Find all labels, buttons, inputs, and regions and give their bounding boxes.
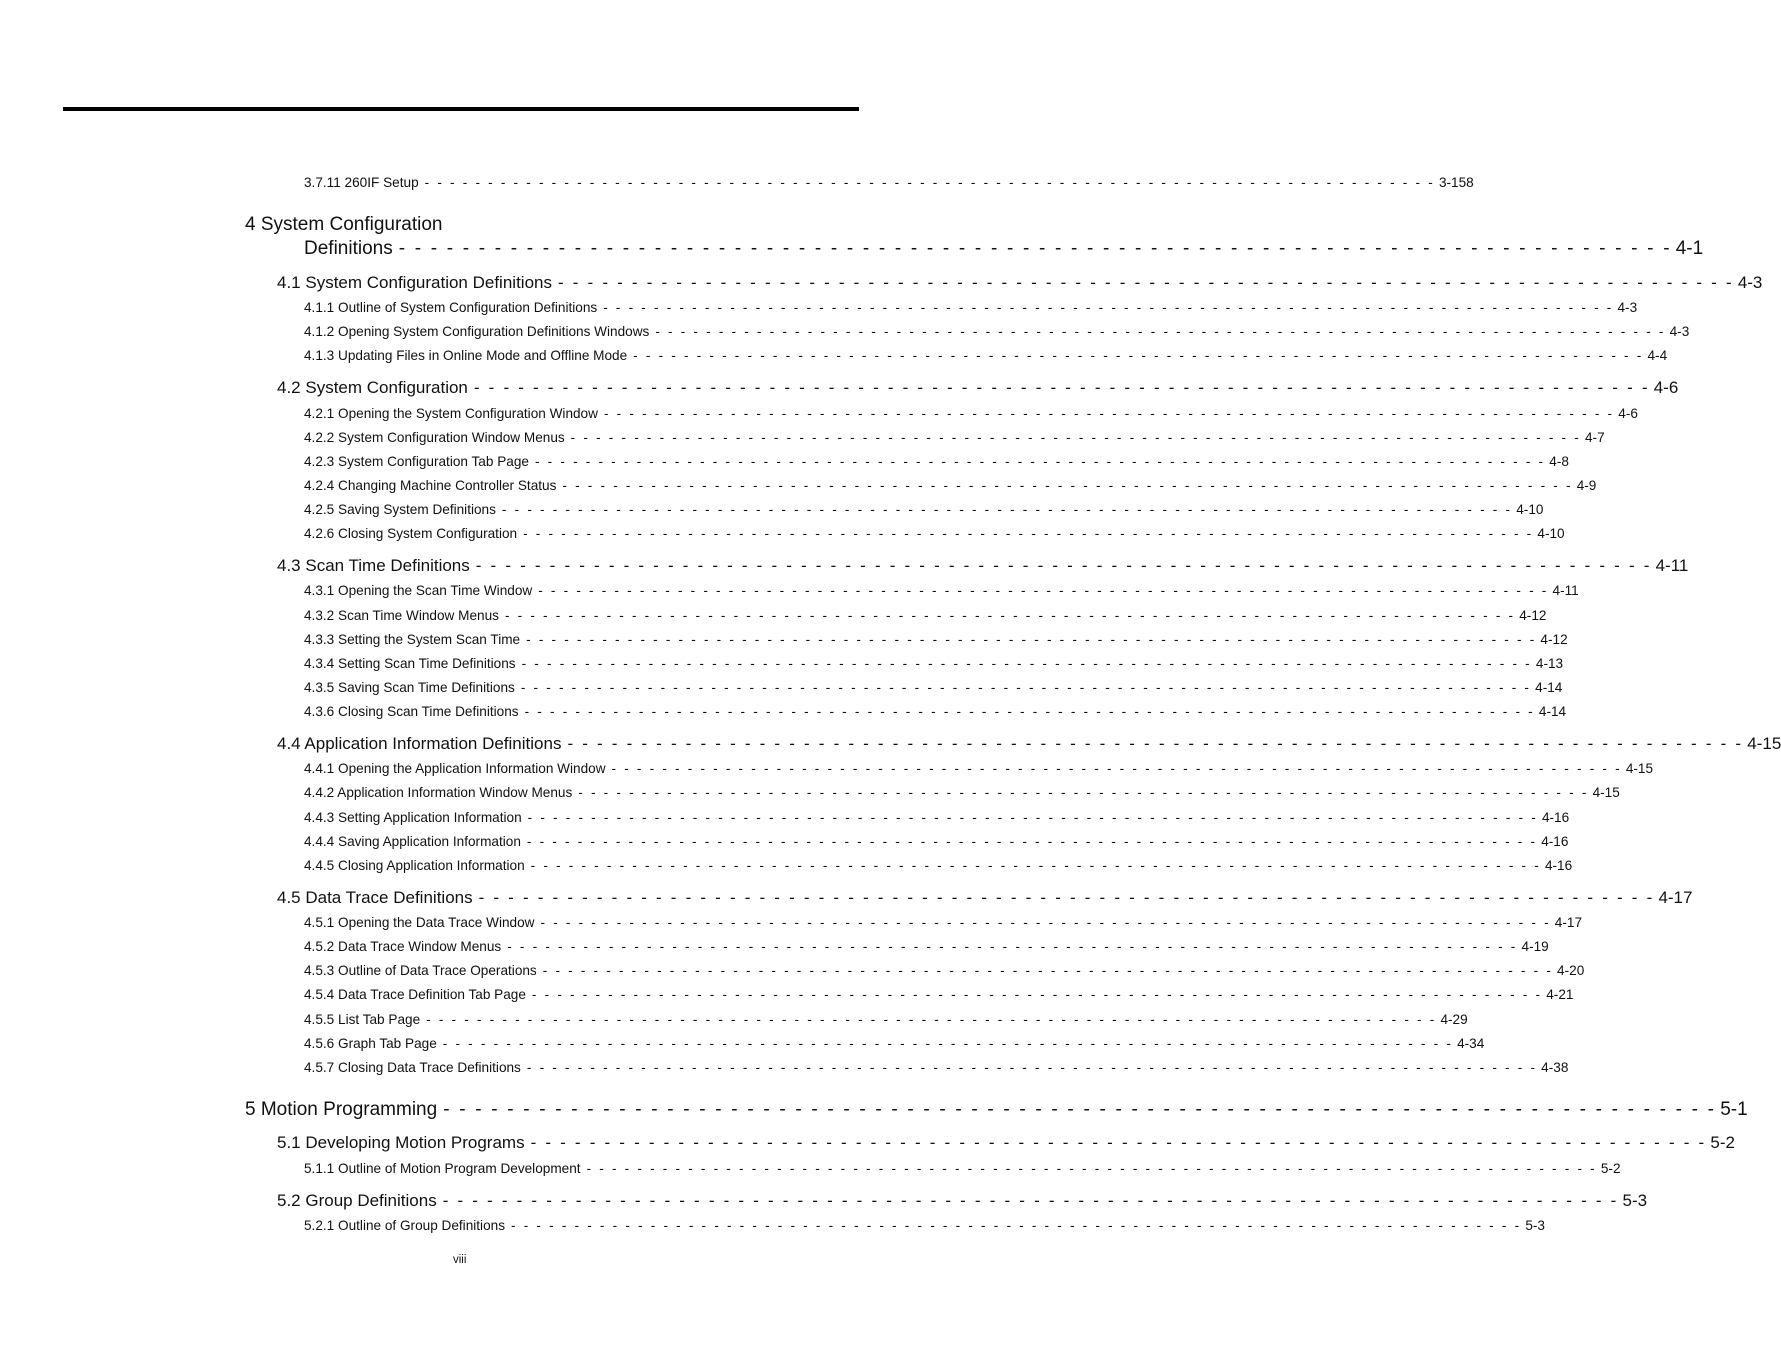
leader-dots: - - - - - - - - - - - - - - - - - - - - - - - - - - - - - - - - - - - - - - - - - - - - - - - - - - - - - - - - - - - - - - - - - - - - - - - - - - - - - - - - xyxy=(655,324,1666,339)
toc-page-number: 4-3 xyxy=(1737,273,1763,292)
leader-dots: - - - - - - - - - - - - - - - - - - - - - - - - - - - - - - - - - - - - - - - - - - - - - - - - - - - - - - - - - - - - - - - - - - - - - - - - - - - - - - - - xyxy=(578,785,1589,800)
toc-section-label: 4.1 System Configuration Definitions xyxy=(277,273,552,292)
toc-entry-label: 4.2.5 Saving System Definitions xyxy=(304,502,496,517)
toc-entry-4-3-2[interactable] xyxy=(304,608,1547,623)
toc-entry-4-2-2[interactable] xyxy=(304,430,1605,445)
leader-dots: - - - - - - - - - - - - - - - - - - - - - - - - - - - - - - - - - - - - - - - - - - - - - - - - - - - - - - - - - - - - - - - - - - - - - - - - - - - - - - - - xyxy=(478,888,1655,907)
toc-section-4-2[interactable] xyxy=(277,378,1679,398)
toc-entry-label: 4.3.3 Setting the System Scan Time xyxy=(304,632,521,647)
toc-entry-4-5-1[interactable] xyxy=(304,915,1583,930)
leader-dots: - - - - - - - - - - - - - - - - - - - - - - - - - - - - - - - - - - - - - - - - - - - - - - - - - - - - - - - - - - - - - - - - - - - - - - - - - - - - - - - - xyxy=(526,632,1537,647)
toc-entry-label: 4.3.6 Closing Scan Time Definitions xyxy=(304,704,519,719)
toc-entry-4-5-2[interactable] xyxy=(304,939,1549,954)
toc-page-number: 4-11 xyxy=(1552,583,1579,598)
toc-entry-4-3-5[interactable] xyxy=(304,680,1563,695)
toc-page-number: 4-7 xyxy=(1584,430,1605,445)
toc-entry-label: 4.5.4 Data Trace Definition Tab Page xyxy=(304,987,526,1002)
toc-entry-label: 4.1.3 Updating Files in Online Mode and Offline Mode xyxy=(304,348,628,363)
toc-entry-label: 4.3.2 Scan Time Window Menus xyxy=(304,608,499,623)
toc-section-5-1[interactable] xyxy=(277,1133,1735,1153)
toc-entry-4-3-1[interactable] xyxy=(304,583,1579,598)
leader-dots: - - - - - - - - - - - - - - - - - - - - - - - - - - - - - - - - - - - - - - - - - - - - - - - - - - - - - - - - - - - - - - - - - - - - - - - - - - - - - - - - xyxy=(426,1012,1437,1027)
toc-section-label: 4.3 Scan Time Definitions xyxy=(277,556,470,575)
toc-page-number: 4-15 xyxy=(1625,761,1654,776)
leader-dots: - - - - - - - - - - - - - - - - - - - - - - - - - - - - - - - - - - - - - - - - - - - - - - - - - - - - - - - - - - - - - - - - - - - - - - - - - - - - - - - - xyxy=(540,915,1551,930)
leader-dots: - - - - - - - - - - - - - - - - - - - - - - - - - - - - - - - - - - - - - - - - - - - - - - - - - - - - - - - - - - - - - - - - - - - - - - - - - - - - - - - - xyxy=(523,526,1534,541)
chapter-4-title-line1[interactable]: 4 System Configuration xyxy=(245,214,443,235)
toc-page-number: 4-10 xyxy=(1516,502,1544,517)
toc-section-4-5[interactable] xyxy=(277,888,1693,908)
toc-page-number: 4-6 xyxy=(1653,378,1679,397)
toc-entry-4-1-2[interactable] xyxy=(304,324,1690,339)
toc-entry-label: 4.5.5 List Tab Page xyxy=(304,1012,421,1027)
toc-entry-4-4-4[interactable] xyxy=(304,834,1569,849)
leader-dots: - - - - - - - - - - - - - - - - - - - - - - - - - - - - - - - - - - - - - - - - - - - - - - - - - - - - - - - - - - - - - - - - - - - - - - - - - - - - - - - - xyxy=(501,502,1513,517)
toc-page-number: 4-12 xyxy=(1540,632,1568,647)
leader-dots: - - - - - - - - - - - - - - - - - - - - - - - - - - - - - - - - - - - - - - - - - - - - - - - - - - - - - - - - - - - - - - - - - - - - - - - - - - - - - - - - xyxy=(473,378,1650,397)
toc-section-5-2[interactable] xyxy=(277,1191,1648,1211)
toc-entry-4-2-1[interactable] xyxy=(304,406,1638,421)
toc-section-label: 4.5 Data Trace Definitions xyxy=(277,888,473,907)
toc-entry-label: 5.2.1 Outline of Group Definitions xyxy=(304,1218,505,1233)
toc-entry-label: 4.2.1 Opening the System Configuration Window xyxy=(304,406,598,421)
leader-dots: - - - - - - - - - - - - - - - - - - - - - - - - - - - - - - - - - - - - - - - - - - - - - - - - - - - - - - - - - - - - - - - - - - - - - - - - - - - - - - - - xyxy=(611,761,1622,776)
toc-entry-4-4-2[interactable] xyxy=(304,785,1620,800)
toc-page-number: 4-14 xyxy=(1535,680,1563,695)
toc-page-number: 4-1 xyxy=(1675,238,1704,259)
leader-dots: - - - - - - - - - - - - - - - - - - - - - - - - - - - - - - - - - - - - - - - - - - - - - - - - - - - - - - - - - - - - - - - - - - - - - - - - - - - - - - - - xyxy=(511,1218,1522,1233)
toc-page-number: 5-3 xyxy=(1525,1218,1545,1233)
toc-chapter-5[interactable] xyxy=(245,1099,1748,1121)
leader-dots: - - - - - - - - - - - - - - - - - - - - - - - - - - - - - - - - - - - - - - - - - - - - - - - - - - - - - - - - - - - - - - - - - - - - - - - - - - - - - - - - xyxy=(475,556,1652,575)
leader-dots: - - - - - - - - - - - - - - - - - - - - - - - - - - - - - - - - - - - - - - - - - - - - - - - - - - - - - - - - - - - - - - - - - - - - - - - - - - - - - - - - xyxy=(567,734,1744,753)
toc-entry-label: 4.4.2 Application Information Window Menus xyxy=(304,785,573,800)
toc-page-number: 4-19 xyxy=(1521,939,1549,954)
toc-entry-4-3-6[interactable] xyxy=(304,704,1567,719)
toc-entry-5-1-1[interactable] xyxy=(304,1161,1621,1176)
toc-chapter-4[interactable] xyxy=(304,238,1704,260)
toc-page-number: 4-34 xyxy=(1457,1036,1485,1051)
toc-page-number: 4-11 xyxy=(1655,556,1689,575)
toc-entry-label: 3.7.11 260IF Setup xyxy=(304,175,419,190)
toc-entry-label: 4.4.5 Closing Application Information xyxy=(304,858,525,873)
toc-entry-label: 4.3.5 Saving Scan Time Definitions xyxy=(304,680,515,695)
toc-page-number: 5-2 xyxy=(1600,1161,1621,1176)
toc-entry-label: 4.5.7 Closing Data Trace Definitions xyxy=(304,1060,521,1075)
leader-dots: - - - - - - - - - - - - - - - - - - - - - - - - - - - - - - - - - - - - - - - - - - - - - - - - - - - - - - - - - - - - - - - - - - - - - - - - - - - - - - - - xyxy=(534,454,1546,469)
toc-entry-label: 4.2.6 Closing System Configuration xyxy=(304,526,518,541)
toc-entry-4-3-4[interactable] xyxy=(304,656,1564,671)
toc-page-number: 4-4 xyxy=(1647,348,1668,363)
leader-dots: - - - - - - - - - - - - - - - - - - - - - - - - - - - - - - - - - - - - - - - - - - - - - - - - - - - - - - - - - - - - - - - - - - - - - - - - - - - - - - - - xyxy=(443,1099,1717,1120)
leader-dots: - - - - - - - - - - - - - - - - - - - - - - - - - - - - - - - - - - - - - - - - - - - - - - - - - - - - - - - - - - - - - - - - - - - - - - - - - - - - - - - - xyxy=(527,810,1538,825)
toc-chapter-label: 5 Motion Programming xyxy=(245,1099,438,1120)
leader-dots: - - - - - - - - - - - - - - - - - - - - - - - - - - - - - - - - - - - - - - - - - - - - - - - - - - - - - - - - - - - - - - - - - - - - - - - - - - - - - - - - xyxy=(586,1161,1597,1176)
toc-entry-label: 4.2.2 System Configuration Window Menus xyxy=(304,430,565,445)
leader-dots: - - - - - - - - - - - - - - - - - - - - - - - - - - - - - - - - - - - - - - - - - - - - - - - - - - - - - - - - - - - - - - - - - - - - - - - - - - - - - - - - xyxy=(530,1133,1707,1152)
toc-entry-4-5-6[interactable] xyxy=(304,1036,1485,1051)
toc-entry-label: 4.5.3 Outline of Data Trace Operations xyxy=(304,963,537,978)
leader-dots: - - - - - - - - - - - - - - - - - - - - - - - - - - - - - - - - - - - - - - - - - - - - - - - - - - - - - - - - - - - - - - - - - - - - - - - - - - - - - - - - xyxy=(557,273,1734,292)
toc-page-number: 4-10 xyxy=(1537,526,1565,541)
toc-section-label: 4.2 System Configuration xyxy=(277,378,468,397)
leader-dots: - - - - - - - - - - - - - - - - - - - - - - - - - - - - - - - - - - - - - - - - - - - - - - - - - - - - - - - - - - - - - - - - - - - - - - - - - - - - - - - - xyxy=(633,348,1644,363)
toc-page-number: 4-21 xyxy=(1546,987,1574,1002)
toc-entry-4-4-5[interactable] xyxy=(304,858,1573,873)
toc-page-number: 4-9 xyxy=(1576,478,1597,493)
toc-section-4-4[interactable] xyxy=(277,734,1781,754)
toc-page-number: 4-13 xyxy=(1535,656,1564,671)
toc-entry-label: 4.4.3 Setting Application Information xyxy=(304,810,522,825)
leader-dots: - - - - - - - - - - - - - - - - - - - - - - - - - - - - - - - - - - - - - - - - - - - - - - - - - - - - - - - - - - - - - - - - - - - - - - - - - - - - - - - - xyxy=(603,300,1614,315)
toc-page-number: 5-1 xyxy=(1720,1099,1748,1120)
toc-entry-4-2-5[interactable] xyxy=(304,502,1544,517)
leader-dots: - - - - - - - - - - - - - - - - - - - - - - - - - - - - - - - - - - - - - - - - - - - - - - - - - - - - - - - - - - - - - - - - - - - - - - - - - - - - - - - - xyxy=(542,963,1554,978)
toc-page-number: 4-12 xyxy=(1519,608,1547,623)
toc-entry-3-7-11[interactable] xyxy=(304,175,1474,190)
toc-entry-4-3-3[interactable] xyxy=(304,632,1568,647)
toc-page-number: 4-3 xyxy=(1669,324,1690,339)
toc-page-number: 4-17 xyxy=(1554,915,1583,930)
page-number-footer: viii xyxy=(453,1254,467,1266)
leader-dots: - - - - - - - - - - - - - - - - - - - - - - - - - - - - - - - - - - - - - - - - - - - - - - - - - - - - - - - - - - - - - - - - - - - - - - - - - - - - - - - - xyxy=(531,987,1543,1002)
toc-entry-4-5-3[interactable] xyxy=(304,963,1585,978)
toc-entry-4-2-3[interactable] xyxy=(304,454,1569,469)
toc-entry-label: 4.3.4 Setting Scan Time Definitions xyxy=(304,656,516,671)
toc-entry-label: 4.5.6 Graph Tab Page xyxy=(304,1036,437,1051)
leader-dots: - - - - - - - - - - - - - - - - - - - - - - - - - - - - - - - - - - - - - - - - - - - - - - - - - - - - - - - - - - - - - - - - - - - - - - - - - - - - - - - - xyxy=(520,680,1532,695)
toc-entry-label: 4.3.1 Opening the Scan Time Window xyxy=(304,583,533,598)
toc-page-number: 5-3 xyxy=(1622,1191,1648,1210)
toc-page-number: 4-8 xyxy=(1549,454,1569,469)
toc-entry-label: 4.5.1 Opening the Data Trace Window xyxy=(304,915,535,930)
toc-page-number: 3-158 xyxy=(1438,175,1474,190)
toc-entry-label: 4.5.2 Data Trace Window Menus xyxy=(304,939,502,954)
toc-page-number: 4-6 xyxy=(1618,406,1638,421)
leader-dots: - - - - - - - - - - - - - - - - - - - - - - - - - - - - - - - - - - - - - - - - - - - - - - - - - - - - - - - - - - - - - - - - - - - - - - - - - - - - - - - - xyxy=(538,583,1549,598)
toc-section-label: 5.2 Group Definitions xyxy=(277,1191,437,1210)
toc-page-number: 4-14 xyxy=(1538,704,1567,719)
toc-page-number: 4-16 xyxy=(1541,834,1569,849)
toc-entry-5-2-1[interactable] xyxy=(304,1218,1545,1233)
toc-entry-4-2-6[interactable] xyxy=(304,526,1565,541)
leader-dots: - - - - - - - - - - - - - - - - - - - - - - - - - - - - - - - - - - - - - - - - - - - - - - - - - - - - - - - - - - - - - - - - - - - - - - - - - - - - - - - - xyxy=(442,1191,1619,1210)
toc-page-number: 4-29 xyxy=(1440,1012,1468,1027)
leader-dots: - - - - - - - - - - - - - - - - - - - - - - - - - - - - - - - - - - - - - - - - - - - - - - - - - - - - - - - - - - - - - - - - - - - - - - - - - - - - - - - - xyxy=(562,478,1573,493)
toc-page-number: 5-2 xyxy=(1710,1133,1735,1152)
leader-dots: - - - - - - - - - - - - - - - - - - - - - - - - - - - - - - - - - - - - - - - - - - - - - - - - - - - - - - - - - - - - - - - - - - - - - - - - - - - - - - - - xyxy=(526,1060,1538,1075)
leader-dots: - - - - - - - - - - - - - - - - - - - - - - - - - - - - - - - - - - - - - - - - - - - - - - - - - - - - - - - - - - - - - - - - - - - - - - - - - - - - - - - - xyxy=(524,704,1535,719)
toc-page-number: 4-3 xyxy=(1617,300,1638,315)
toc-entry-4-1-1[interactable] xyxy=(304,300,1638,315)
leader-dots: - - - - - - - - - - - - - - - - - - - - - - - - - - - - - - - - - - - - - - - - - - - - - - - - - - - - - - - - - - - - - - - - - - - - - - - - - - - - - - - - xyxy=(526,834,1538,849)
toc-section-4-3[interactable] xyxy=(277,556,1689,576)
toc-page-number: 4-16 xyxy=(1544,858,1573,873)
toc-section-label: 5.1 Developing Motion Programs xyxy=(277,1133,525,1152)
leader-dots: - - - - - - - - - - - - - - - - - - - - - - - - - - - - - - - - - - - - - - - - - - - - - - - - - - - - - - - - - - - - - - - - - - - - - - - - - - - - - - - - xyxy=(442,1036,1454,1051)
toc-page-number: 4-15 xyxy=(1592,785,1620,800)
toc-page-number: 4-38 xyxy=(1541,1060,1569,1075)
leader-dots: - - - - - - - - - - - - - - - - - - - - - - - - - - - - - - - - - - - - - - - - - - - - - - - - - - - - - - - - - - - - - - - - - - - - - - - - - - - - - - - - xyxy=(424,175,1435,190)
toc-entry-4-5-4[interactable] xyxy=(304,987,1574,1002)
toc-entry-4-4-1[interactable] xyxy=(304,761,1654,776)
toc-entry-label: 4.1.1 Outline of System Configuration Definitions xyxy=(304,300,598,315)
toc-page-number: 4-20 xyxy=(1557,963,1585,978)
toc-entry-4-5-5[interactable] xyxy=(304,1012,1468,1027)
toc-entry-4-2-4[interactable] xyxy=(304,478,1597,493)
toc-page-number: 4-16 xyxy=(1541,810,1570,825)
leader-dots: - - - - - - - - - - - - - - - - - - - - - - - - - - - - - - - - - - - - - - - - - - - - - - - - - - - - - - - - - - - - - - - - - - - - - - - - - - - - - - - - xyxy=(504,608,1516,623)
toc-entry-4-1-3[interactable] xyxy=(304,348,1668,363)
toc-entry-label: 4.2.4 Changing Machine Controller Status xyxy=(304,478,557,493)
leader-dots: - - - - - - - - - - - - - - - - - - - - - - - - - - - - - - - - - - - - - - - - - - - - - - - - - - - - - - - - - - - - - - - - - - - - - - - - - - - - - - - - xyxy=(507,939,1518,954)
toc-page-number: 4-15 xyxy=(1747,734,1781,753)
leader-dots: - - - - - - - - - - - - - - - - - - - - - - - - - - - - - - - - - - - - - - - - - - - - - - - - - - - - - - - - - - - - - - - - - - - - - - - - - - - - - - - - xyxy=(398,238,1672,259)
toc-entry-label: 4.4.1 Opening the Application Information Window xyxy=(304,761,606,776)
toc-entry-label: 4.2.3 System Configuration Tab Page xyxy=(304,454,529,469)
header-rule xyxy=(63,107,859,111)
chapter-4-title-line2: Definitions xyxy=(304,238,393,259)
toc-entry-4-5-7[interactable] xyxy=(304,1060,1569,1075)
leader-dots: - - - - - - - - - - - - - - - - - - - - - - - - - - - - - - - - - - - - - - - - - - - - - - - - - - - - - - - - - - - - - - - - - - - - - - - - - - - - - - - - xyxy=(570,430,1581,445)
leader-dots: - - - - - - - - - - - - - - - - - - - - - - - - - - - - - - - - - - - - - - - - - - - - - - - - - - - - - - - - - - - - - - - - - - - - - - - - - - - - - - - - xyxy=(530,858,1541,873)
toc-page-number: 4-17 xyxy=(1658,888,1693,907)
toc-section-label: 4.4 Application Information Definitions xyxy=(277,734,562,753)
toc-entry-label: 4.4.4 Saving Application Information xyxy=(304,834,521,849)
toc-section-4-1[interactable] xyxy=(277,273,1763,293)
leader-dots: - - - - - - - - - - - - - - - - - - - - - - - - - - - - - - - - - - - - - - - - - - - - - - - - - - - - - - - - - - - - - - - - - - - - - - - - - - - - - - - - xyxy=(521,656,1532,671)
toc-entry-label: 4.1.2 Opening System Configuration Definitions Windows xyxy=(304,324,650,339)
leader-dots: - - - - - - - - - - - - - - - - - - - - - - - - - - - - - - - - - - - - - - - - - - - - - - - - - - - - - - - - - - - - - - - - - - - - - - - - - - - - - - - - xyxy=(603,406,1615,421)
toc-entry-label: 5.1.1 Outline of Motion Program Development xyxy=(304,1161,581,1176)
toc-entry-4-4-3[interactable] xyxy=(304,810,1570,825)
